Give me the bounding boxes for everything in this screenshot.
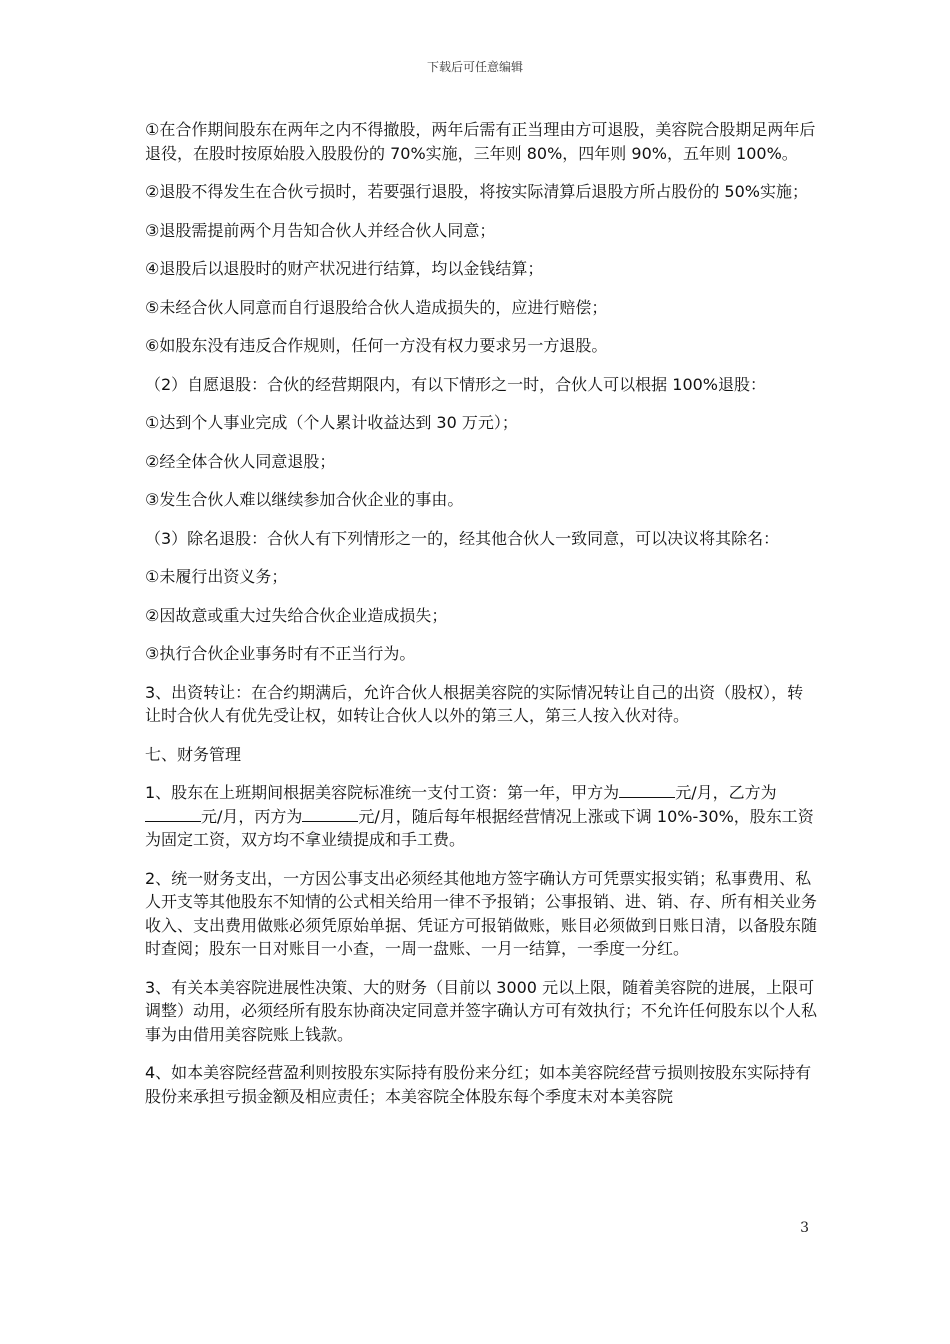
salary-paragraph — [145, 781, 817, 852]
page-header: 下载后可任意编辑 — [426, 60, 523, 74]
blank-line — [619, 782, 675, 798]
paragraph: （2）自愿退股：合伙的经营期限内，有以下情形之一时，合伙人可以根据 100%退股： — [145, 374, 767, 394]
paragraph: ③退股需提前两个月告知合伙人并经合伙人同意； — [145, 220, 496, 240]
paragraph: 3、出资转让：在合约期满后，允许合伙人根据美容院的实际情况转让自己的出资（股权），转让时合伙人有优先受让权，如转让合伙人以外的第三人，第三人按入伙对待。 — [145, 682, 804, 725]
section-heading: 七、财务管理 — [145, 744, 242, 764]
salary-text: 元/月，丙方为 — [201, 806, 303, 826]
blank-line — [145, 806, 201, 822]
paragraph: ④退股后以退股时的财产状况进行结算，均以金钱结算； — [145, 259, 544, 278]
salary-text: 元/月，随后每年根据经营情况上涨或下调 10%-30%，股东工资为固定工资，双方均不拿业绩提成和手工费。 — [145, 806, 814, 849]
paragraph: ③执行合伙企业事务时有不正当行为。 — [145, 644, 416, 663]
paragraph: ②因故意或重大过失给合伙企业造成损失； — [145, 605, 448, 625]
paragraph: ①在合作期间股东在两年之内不得撤股，两年后需有正当理由方可退股，美容院合股期足两年后退役，在股时按原始股入股股份的 70%实施，三年则 80%，四年则 90%，五年则 100%。 — [145, 120, 816, 163]
salary-text: 1、股东在上班期间根据美容院标准统一支付工资：第一年，甲方为 — [145, 783, 620, 802]
paragraph: ⑥如股东没有违反合作规则，任何一方没有权力要求另一方退股。 — [145, 336, 608, 355]
page-number: 3 — [800, 1220, 809, 1236]
paragraph: ②退股不得发生在合伙亏损时，若要强行退股，将按实际清算后退股方所占股份的 50%实施； — [145, 182, 808, 201]
document-body — [145, 118, 817, 1123]
paragraph: 4、如本美容院经营盈利则按股东实际持有股份来分红；如本美容院经营亏损则按股东实际持有股份来承担亏损金额及相应责任；本美容院全体股东每个季度末对本美容院 — [145, 1063, 812, 1106]
paragraph: 2、统一财务支出，一方因公事支出必须经其他地方签字确认方可凭票实报实销；私事费用、私人开支等其他股东不知情的公式相关给用一律不予报销；公事报销、进、销、存、所有相关业务收入、支出费用做账必须凭原始单据、凭证方可报销做账，账目必须做到日账日清，以备股东随时查阅；股东一日对账目一小查，一周一盘账、一月一结算，一季度一分红。 — [145, 868, 818, 958]
blank-line — [302, 806, 358, 822]
paragraph: ①未履行出资义务； — [145, 567, 288, 586]
paragraph: ③发生合伙人难以继续参加合伙企业的事由。 — [145, 490, 464, 509]
paragraph: ①达到个人事业完成（个人累计收益达到 30 万元）； — [145, 413, 518, 432]
paragraph: ②经全体合伙人同意退股； — [145, 451, 336, 471]
paragraph: ⑤未经合伙人同意而自行退股给合伙人造成损失的，应进行赔偿； — [145, 297, 608, 317]
paragraph: （3）除名退股：合伙人有下列情形之一的，经其他合伙人一致同意，可以决议将其除名： — [145, 528, 780, 548]
paragraph: 3、有关本美容院进展性决策、大的财务（目前以 3000 元以上限，随着美容院的进展，上限可调整）动用，必须经所有股东协商决定同意并签字确认方可有效执行；不允许任何股东以个人私事为由借用美容院账上钱款。 — [145, 977, 818, 1044]
salary-text: 元/月，乙方为 — [675, 783, 777, 802]
